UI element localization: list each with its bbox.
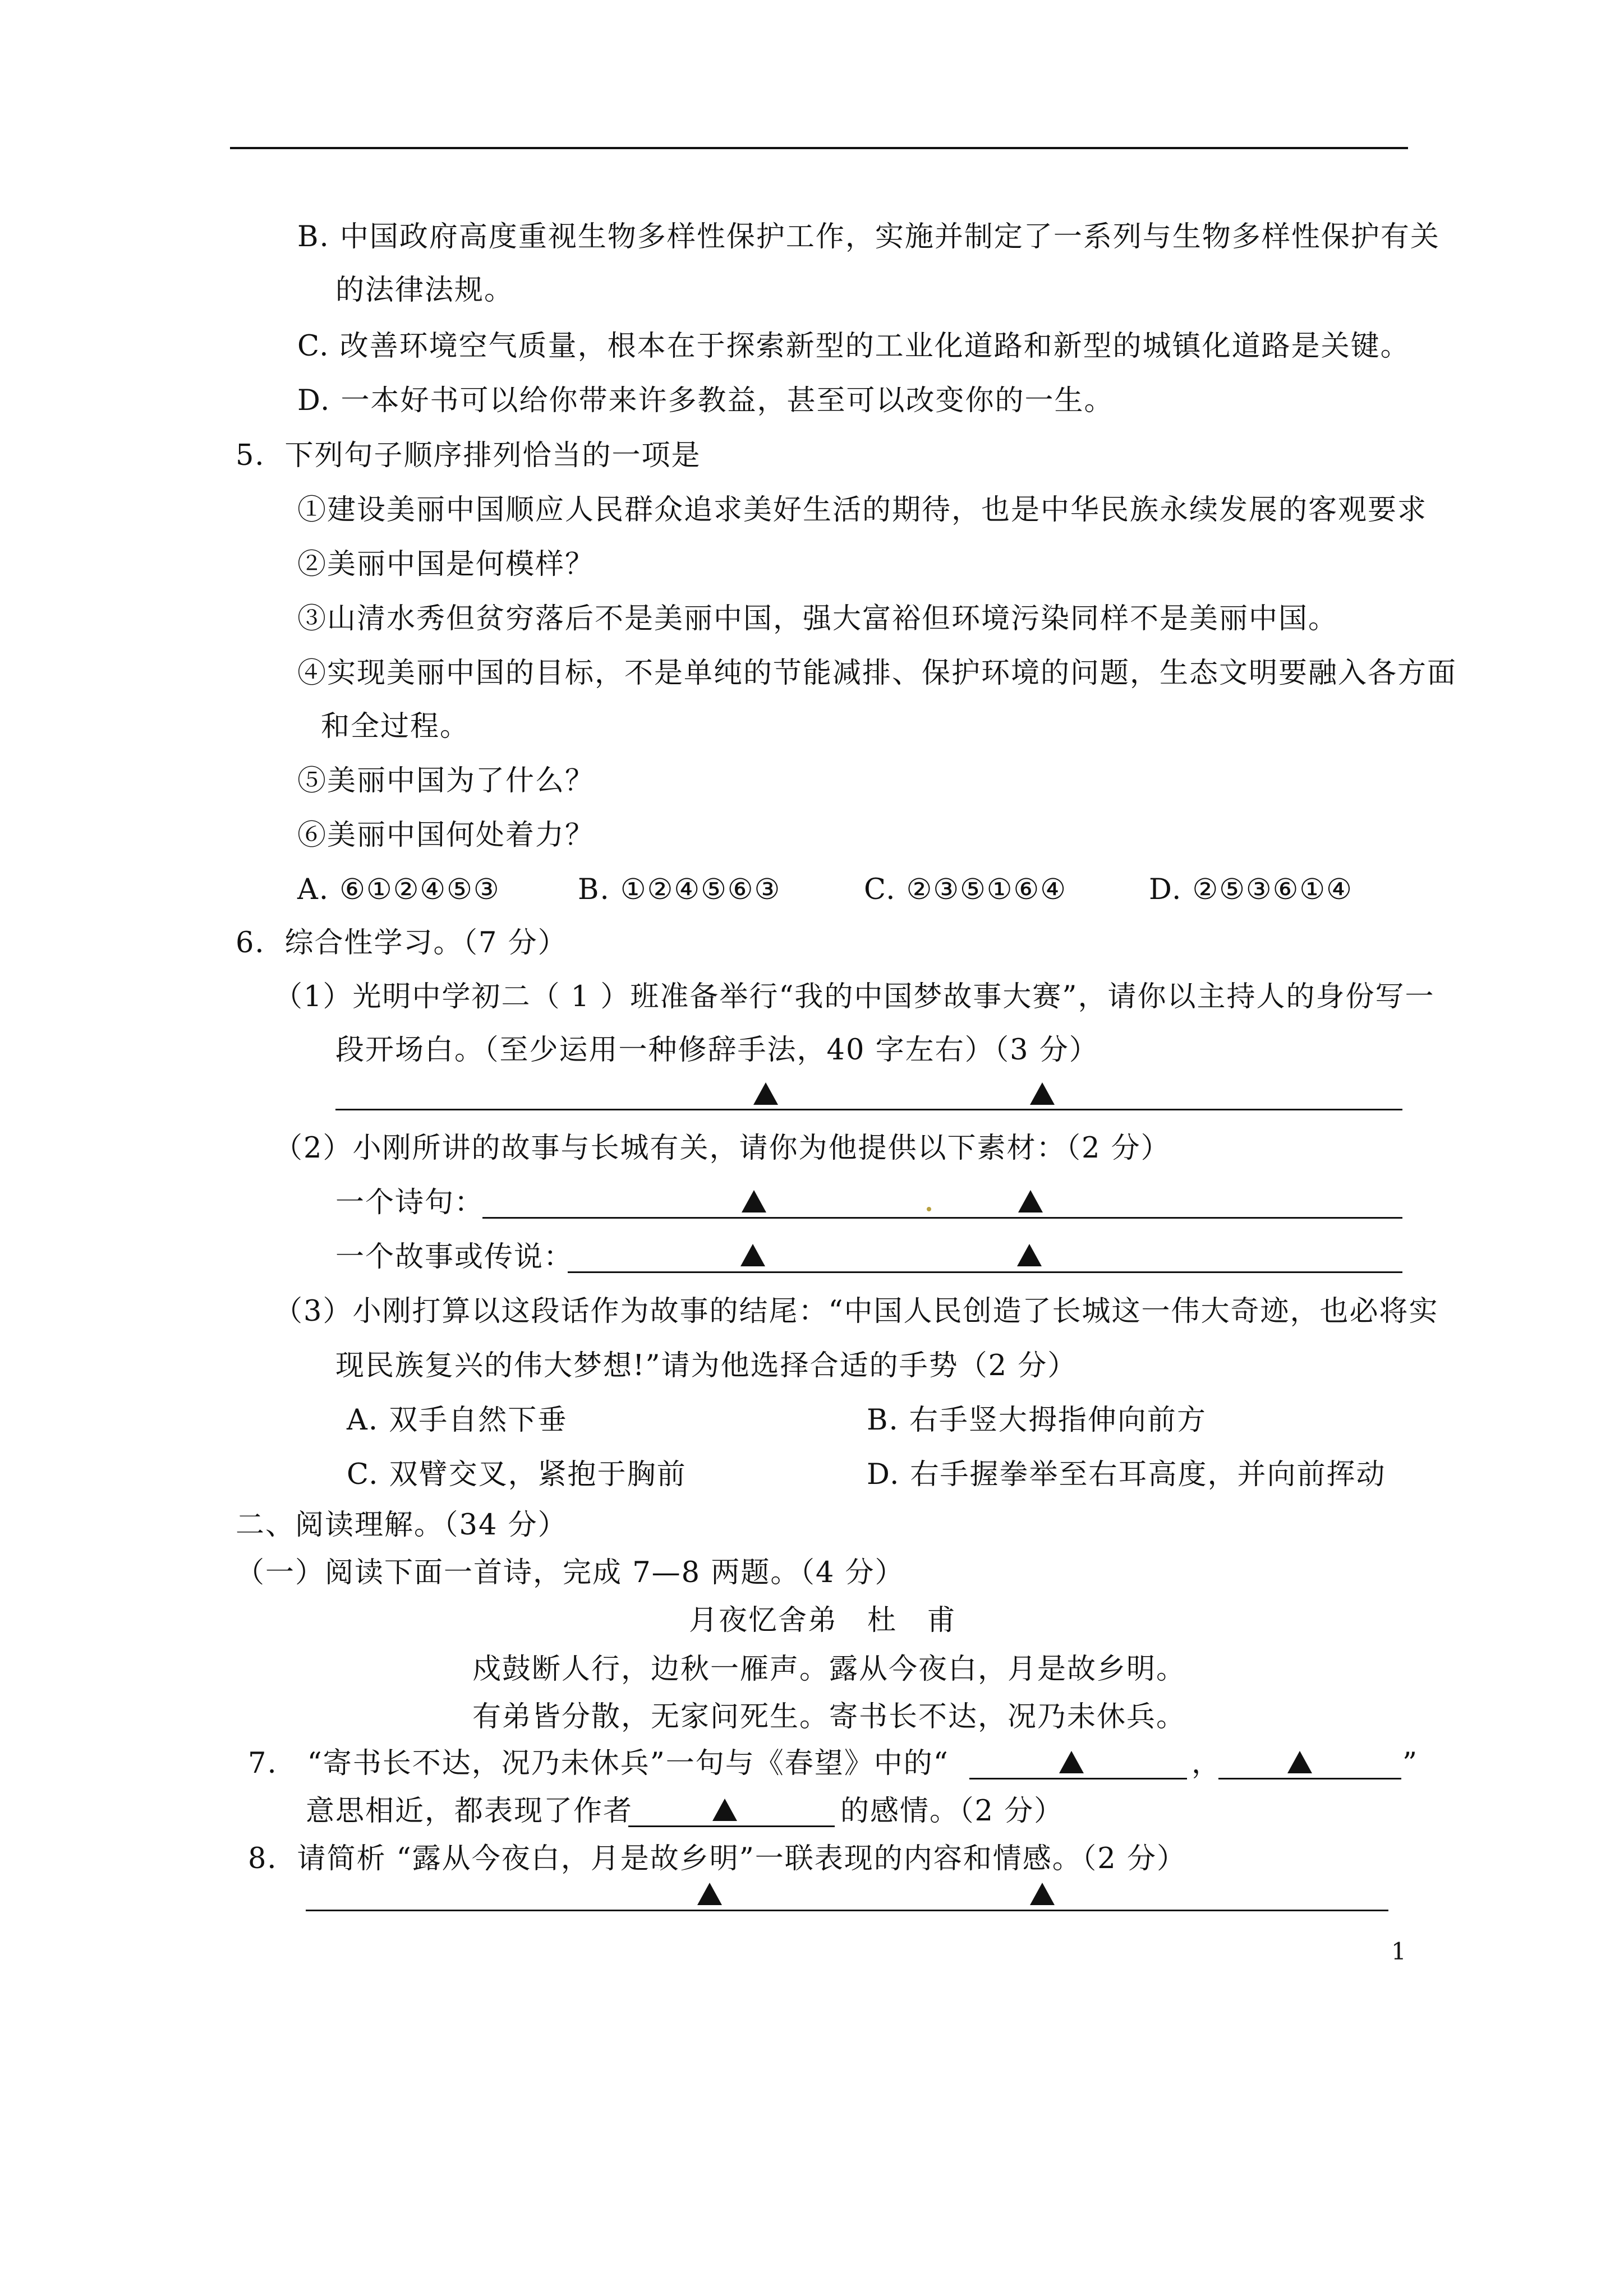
- q4-option-d: D. 一本好书可以给你带来许多教益，甚至可以改变你的一生。: [297, 384, 1114, 417]
- q5-sentence-4-line2: 和全过程。: [321, 710, 470, 743]
- answer-mark-icon: [753, 1082, 778, 1105]
- q6-story-label: 一个故事或传说：: [335, 1241, 574, 1274]
- q7-stem: 7. “寄书长不达，况乃未休兵”一句与《春望》中的“: [248, 1747, 949, 1780]
- poem-line-1: 戍鼓断人行，边秋一雁声。露从今夜白，月是故乡明。: [472, 1653, 1186, 1686]
- q5-option-a: A. ⑥①②④⑤③: [297, 873, 500, 906]
- q7-stem-line2: 意思相近，都表现了作者: [306, 1795, 633, 1828]
- section-2-title: 二、阅读理解。（34 分）: [236, 1509, 568, 1542]
- q7-comma: ，: [1191, 1747, 1222, 1780]
- q7-blank-1[interactable]: [969, 1778, 1187, 1779]
- q4-option-c: C. 改善环境空气质量，根本在于探索新型的工业化道路和新型的城镇化道路是关键。: [297, 330, 1410, 363]
- q6-poem-answer-line[interactable]: [482, 1217, 1402, 1219]
- section-2-part1-intro: （一）阅读下面一首诗，完成 7—8 两题。（4 分）: [236, 1556, 905, 1589]
- q7-blank-3[interactable]: [628, 1825, 835, 1827]
- q5-sentence-4-line1: ④实现美丽中国的目标，不是单纯的节能减排、保护环境的问题，生态文明要融入各方面: [297, 657, 1457, 690]
- q5-sentence-1: ①建设美丽中国顺应人民群众追求美好生活的期待，也是中华民族永续发展的客观要求: [297, 494, 1428, 527]
- q6-stem: 6．综合性学习。（7 分）: [236, 926, 568, 960]
- q6-part3-option-b: B. 右手竖大拇指伸向前方: [867, 1404, 1207, 1437]
- q5-option-d: D. ②⑤③⑥①④: [1149, 873, 1353, 906]
- answer-mark-icon: [1030, 1082, 1055, 1105]
- q5-option-c: C. ②③⑤①⑥④: [864, 873, 1067, 906]
- page-number: 1: [1391, 1938, 1407, 1965]
- q5-sentence-5: ⑤美丽中国为了什么？: [297, 764, 595, 797]
- q4-option-b-line1: B. 中国政府高度重视生物多样性保护工作，实施并制定了一系列与生物多样性保护有关: [297, 220, 1440, 253]
- answer-mark-icon: [697, 1883, 722, 1905]
- answer-mark-icon: [1017, 1244, 1042, 1266]
- q6-poem-label: 一个诗句：: [335, 1186, 485, 1219]
- header-rule: [230, 147, 1408, 149]
- q6-part3-line2: 现民族复兴的伟大梦想!”请为他选择合适的手势（2 分）: [335, 1349, 1078, 1382]
- poem-title: 月夜忆舍弟 杜 甫: [689, 1604, 957, 1637]
- q7-stem-line2-end: 的感情。（2 分）: [840, 1795, 1064, 1828]
- q6-part1-line1: （1）光明中学初二（ 1 ）班准备举行“我的中国梦故事大赛”，请你以主持人的身份写一: [274, 980, 1435, 1013]
- q6-part3-line1: （3）小刚打算以这段话作为故事的结尾：“中国人民创造了长城这一伟大奇迹，也必将实: [274, 1295, 1439, 1328]
- q6-part3-option-d: D. 右手握拳举至右耳高度，并向前挥动: [867, 1458, 1386, 1491]
- q7-blank-2[interactable]: [1218, 1778, 1401, 1779]
- q6-part1-answer-line[interactable]: [335, 1109, 1402, 1110]
- q5-option-b: B. ①②④⑤⑥③: [578, 873, 781, 906]
- answer-mark-icon: [1059, 1751, 1084, 1773]
- q5-sentence-3: ③山清水秀但贫穷落后不是美丽中国，强大富裕但环境污染同样不是美丽中国。: [297, 602, 1338, 635]
- answer-mark-icon: [1018, 1190, 1043, 1212]
- q5-sentence-2: ②美丽中国是何模样？: [297, 548, 595, 581]
- speck-dot: [927, 1207, 931, 1211]
- q5-stem: 5．下列句子顺序排列恰当的一项是: [236, 439, 701, 472]
- q6-part2: （2）小刚所讲的故事与长城有关，请你为他提供以下素材：（2 分）: [274, 1132, 1171, 1165]
- answer-mark-icon: [712, 1799, 737, 1821]
- answer-mark-icon: [740, 1244, 765, 1266]
- q6-part3-option-c: C. 双臂交叉，紧抱于胸前: [347, 1458, 687, 1491]
- q6-part3-option-a: A. 双手自然下垂: [347, 1404, 568, 1437]
- q8-answer-line[interactable]: [306, 1910, 1388, 1911]
- answer-mark-icon: [1287, 1751, 1312, 1773]
- q6-story-answer-line[interactable]: [568, 1271, 1402, 1273]
- answer-mark-icon: [1030, 1883, 1055, 1905]
- answer-mark-icon: [742, 1190, 766, 1212]
- q4-option-b-line2: 的法律法规。: [335, 274, 514, 307]
- poem-line-2: 有弟皆分散，无家问死生。寄书长不达，况乃未休兵。: [472, 1700, 1186, 1733]
- q5-sentence-6: ⑥美丽中国何处着力？: [297, 819, 595, 852]
- q6-part1-line2: 段开场白。（至少运用一种修辞手法，40 字左右）（3 分）: [335, 1034, 1099, 1067]
- q7-close-quote: ”: [1402, 1747, 1419, 1780]
- q8-stem: 8．请简析 “露从今夜白，月是故乡明”一联表现的内容和情感。（2 分）: [248, 1842, 1186, 1875]
